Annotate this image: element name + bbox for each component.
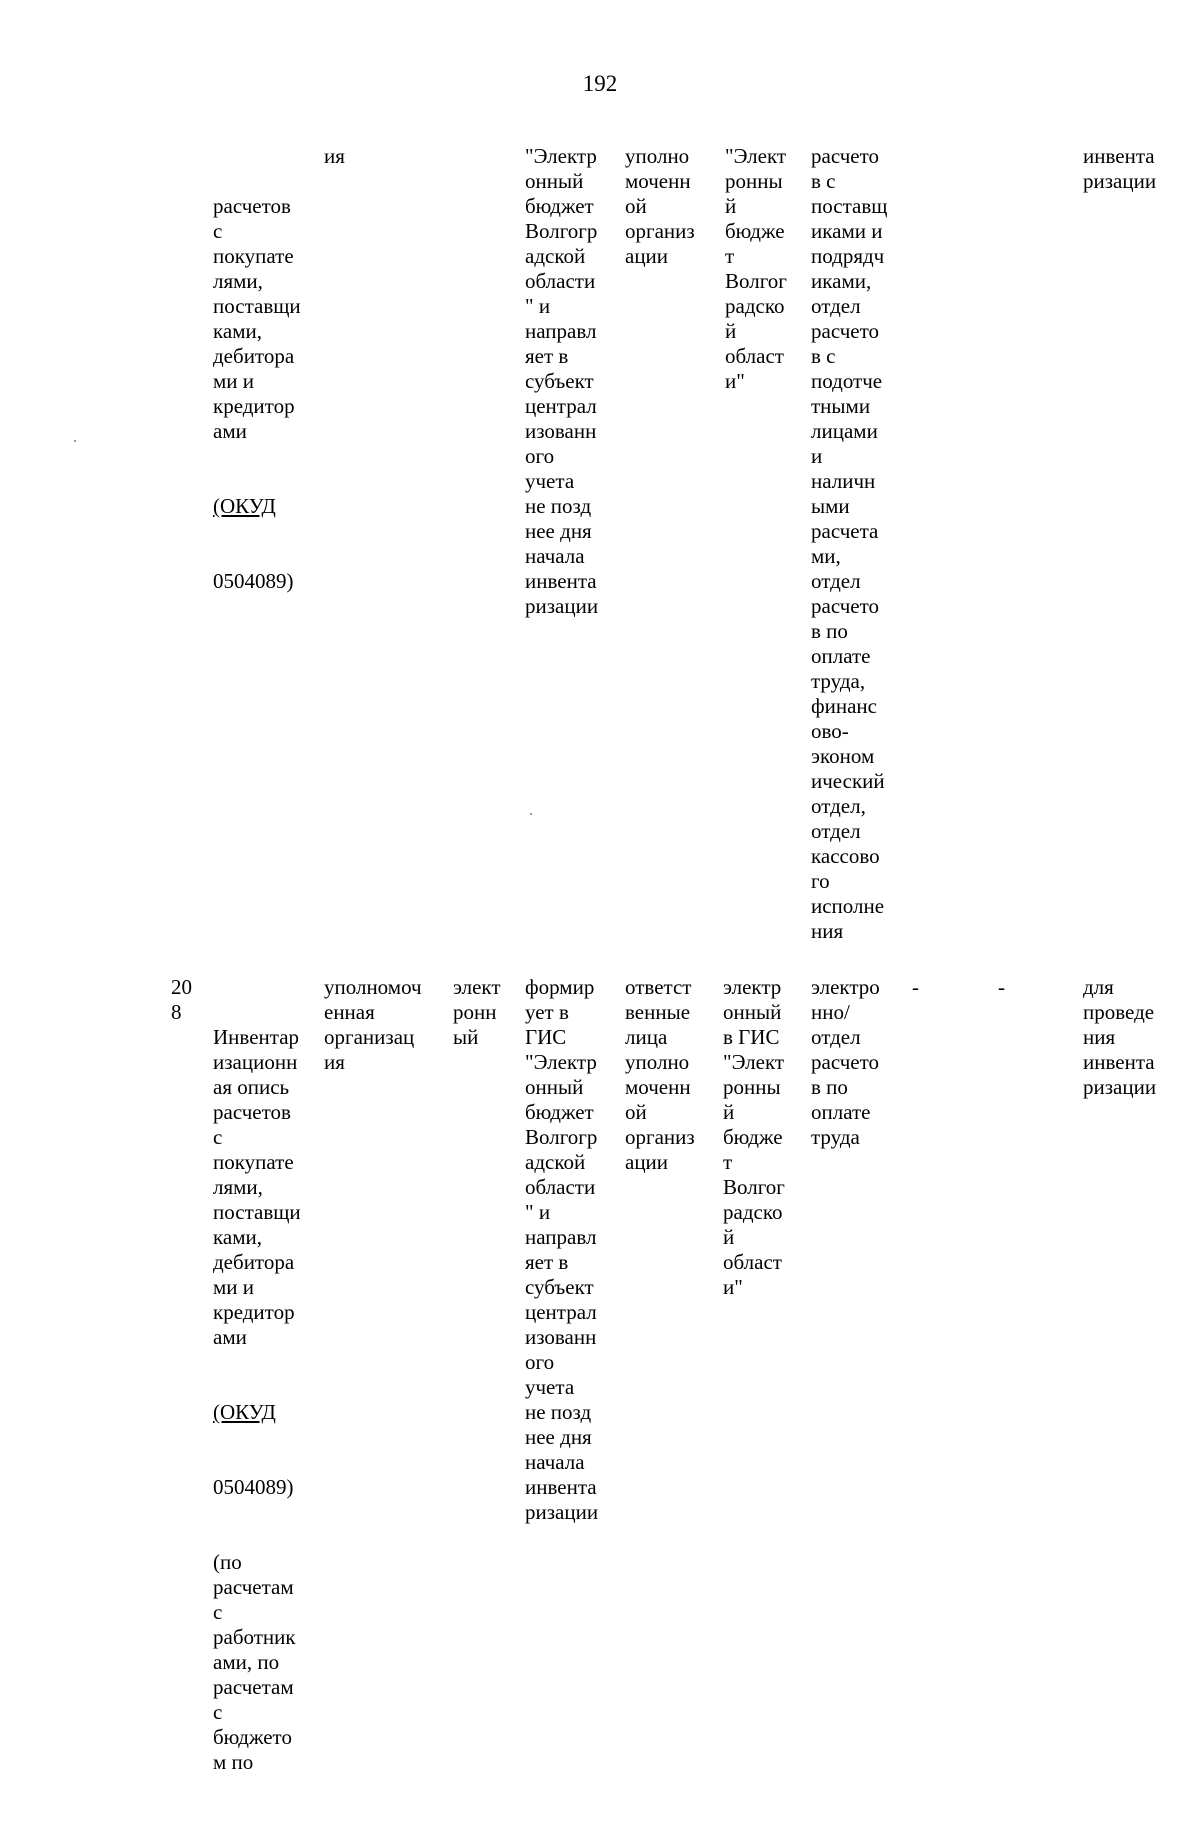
document-name-line: ками,: [213, 1225, 262, 1249]
dash-cell-2: -: [998, 975, 1005, 999]
responsible-cell: ответст венные лица уполно моченн ой организ ации: [625, 975, 695, 1174]
document-name-line: ая опись: [213, 1075, 290, 1099]
document-name-cell: [213, 144, 301, 644]
document-name-lines: [213, 194, 301, 444]
organization-cell: ия: [324, 144, 345, 168]
document-name-line: расчетов: [213, 1100, 291, 1124]
document-name-line: поставщи: [213, 1200, 301, 1224]
document-name-line: Инвентар: [213, 1025, 300, 1049]
purpose-cell: для проведе ния инвента ризации: [1083, 975, 1157, 1099]
page-number: 192: [582, 71, 618, 96]
row-number-cell: 20 8: [171, 975, 192, 1024]
document-name-line: дебитора: [213, 344, 295, 368]
okud-code-label: (ОКУД: [213, 494, 276, 518]
document-name-line: лями,: [213, 269, 263, 293]
procedure-cell: "Электр онный бюджет Волгогр адской области " и направл яет в субъект централ изованн ого учета не позд нее дня начала инвента ризации: [525, 144, 599, 618]
document-name-line: кредитор: [213, 1300, 295, 1324]
department-cell: расчето в с поставщ иками и подрядч иками, отдел расчето в с подотче тными лицами и наличн ыми расчета ми, отдел расчето в по оплате труда, финанс ово- эконом ический отдел, отдел кассово го исполне ния: [811, 144, 888, 943]
document-name-line: с: [213, 1125, 223, 1149]
document-name-line: покупате: [213, 244, 294, 268]
purpose-cell: инвента ризации: [1083, 144, 1157, 193]
dash-cell-1: -: [912, 975, 919, 999]
document-name-line: расчетов: [213, 194, 291, 218]
document-name-line: ками,: [213, 319, 262, 343]
document-name-lines: [213, 1025, 301, 1350]
scan-speck: [74, 440, 76, 442]
document-name-line: дебитора: [213, 1250, 295, 1274]
responsible-cell: уполно моченн ой организ ации: [625, 144, 695, 268]
form-cell: элект ронн ый: [453, 975, 501, 1049]
procedure-cell: формир ует в ГИС "Электр онный бюджет Волгогр адской области " и направл яет в субъект централ изованн ого учета не позд нее дня начала инвента ризации: [525, 975, 599, 1524]
document-name-cell: [213, 975, 301, 1825]
document-name-line: изационн: [213, 1050, 298, 1074]
document-name-line: ми и: [213, 1275, 255, 1299]
scan-speck: [530, 813, 532, 815]
document-name-line: с: [213, 219, 223, 243]
system-cell: "Элект ронны й бюдже т Волгог радско й област и": [725, 144, 787, 393]
document-name-line: ами: [213, 1325, 247, 1349]
okud-code-number: 0504089): [213, 569, 294, 593]
okud-code-label: (ОКУД: [213, 1400, 276, 1424]
document-name-tail: (по расчетам с работник ами, по расчетам с бюджето м по: [213, 1550, 296, 1774]
okud-code-number: 0504089): [213, 1475, 294, 1499]
document-name-line: ами: [213, 419, 247, 443]
document-name-line: ми и: [213, 369, 255, 393]
organization-cell: уполномоч енная организац ия: [324, 975, 422, 1074]
document-name-line: кредитор: [213, 394, 295, 418]
department-cell: электро нно/ отдел расчето в по оплате труда: [811, 975, 880, 1149]
document-name-line: поставщи: [213, 294, 301, 318]
document-name-line: покупате: [213, 1150, 294, 1174]
document-name-line: лями,: [213, 1175, 263, 1199]
system-cell: электр онный в ГИС "Элект ронны й бюдже т Волгог радско й област и": [723, 975, 785, 1299]
